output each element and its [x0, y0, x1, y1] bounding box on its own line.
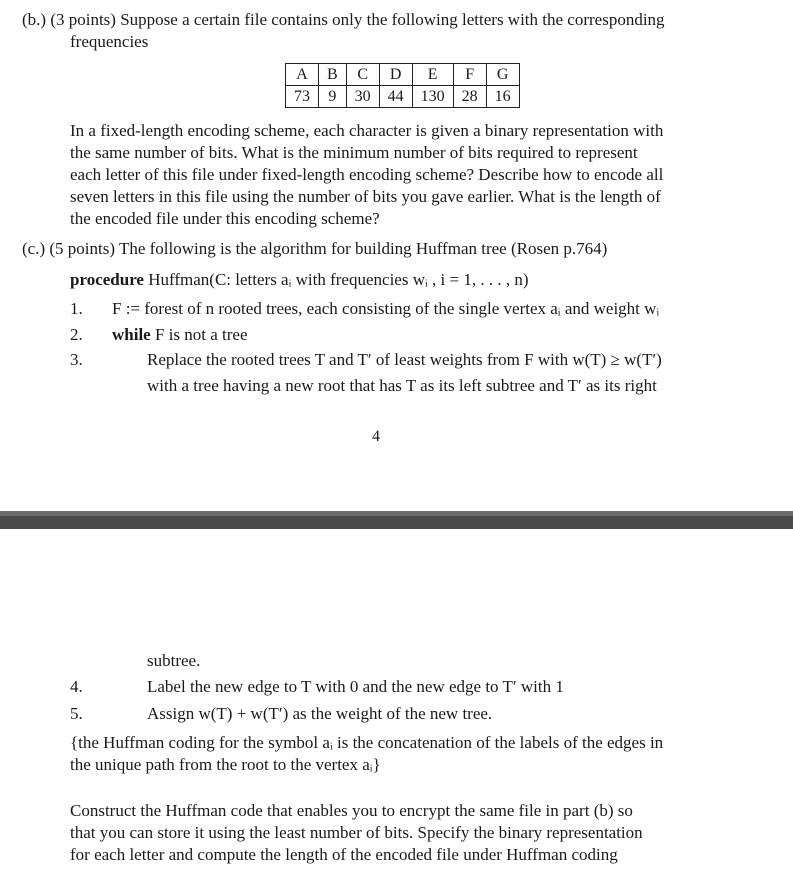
step-text: F is not a tree	[154, 325, 248, 344]
table-cell: 130	[412, 86, 453, 108]
step-number: 3.	[70, 350, 83, 369]
huffman-note	[70, 732, 663, 776]
final-question	[70, 800, 643, 866]
table-cell: D	[379, 64, 412, 86]
paragraph-line: Construct the Huffman code that enables you to encrypt the same file in part (b) so	[70, 801, 633, 820]
paragraph-line: each letter of this file under fixed-length encoding scheme? Describe how to encode all	[70, 165, 664, 184]
table-cell: 44	[379, 86, 412, 108]
table-cell: 28	[453, 86, 486, 108]
paragraph-line: for each letter and compute the length of the encoded file under Huffman coding	[70, 845, 618, 864]
table-row-frequencies	[286, 86, 520, 108]
step-text: Assign w(T) + w(T′) as the weight of the new tree.	[147, 704, 493, 723]
frequency-table	[285, 63, 520, 108]
step-while-line	[112, 324, 248, 346]
page-number: 4	[372, 428, 380, 445]
table-cell: 16	[486, 86, 519, 108]
table-cell: B	[319, 64, 347, 86]
paragraph-line: {the Huffman coding for the symbol aᵢ is the concatenation of the labels of the edges in	[70, 733, 664, 752]
step-number: 5.	[70, 704, 83, 723]
procedure-line	[70, 269, 528, 291]
paragraph-line: the same number of bits. What is the minimum number of bits required to represent	[70, 143, 638, 162]
while-keyword: while	[112, 325, 151, 344]
table-cell: F	[453, 64, 486, 86]
part-b-paragraph	[70, 120, 663, 230]
paragraph-line: the unique path from the root to the vertex aᵢ}	[70, 755, 381, 774]
page-divider	[0, 511, 793, 529]
table-cell: A	[286, 64, 319, 86]
part-b-heading-cont: frequencies	[70, 32, 149, 51]
procedure-signature: Huffman(C: letters aᵢ with frequencies wᵢ , i = 1, . . . , n)	[148, 270, 529, 289]
step-text: subtree.	[147, 651, 201, 670]
table-cell: 9	[319, 86, 347, 108]
paragraph-line: In a fixed-length encoding scheme, each character is given a binary representation with	[70, 121, 664, 140]
paragraph-line: the encoded file under this encoding scheme?	[70, 209, 380, 228]
table-row-letters	[286, 64, 520, 86]
step-text: F := forest of n rooted trees, each consisting of the single vertex aᵢ and weight wᵢ	[112, 299, 660, 318]
table-cell: E	[412, 64, 453, 86]
part-c-heading: (c.) (5 points) The following is the algorithm for building Huffman tree (Rosen p.764)	[22, 239, 608, 258]
table-cell: 30	[346, 86, 379, 108]
paragraph-line: that you can store it using the least number of bits. Specify the binary representation	[70, 823, 643, 842]
step-number: 4.	[70, 677, 83, 696]
step-text: with a tree having a new root that has T as its left subtree and T′ as its right	[147, 376, 657, 395]
table-cell: C	[346, 64, 379, 86]
procedure-keyword: procedure	[70, 270, 144, 289]
step-number: 1.	[70, 299, 83, 318]
table-cell: 73	[286, 86, 319, 108]
part-b-heading: (b.) (3 points) Suppose a certain file contains only the following letters with the corresponding	[22, 10, 665, 29]
table-cell: G	[486, 64, 519, 86]
paragraph-line: seven letters in this file using the number of bits you gave earlier. What is the length of	[70, 187, 661, 206]
step-number: 2.	[70, 325, 83, 344]
step-text: Label the new edge to T with 0 and the new edge to T′ with 1	[147, 677, 564, 696]
step-text: Replace the rooted trees T and T′ of least weights from F with w(T) ≥ w(T′)	[147, 350, 662, 369]
